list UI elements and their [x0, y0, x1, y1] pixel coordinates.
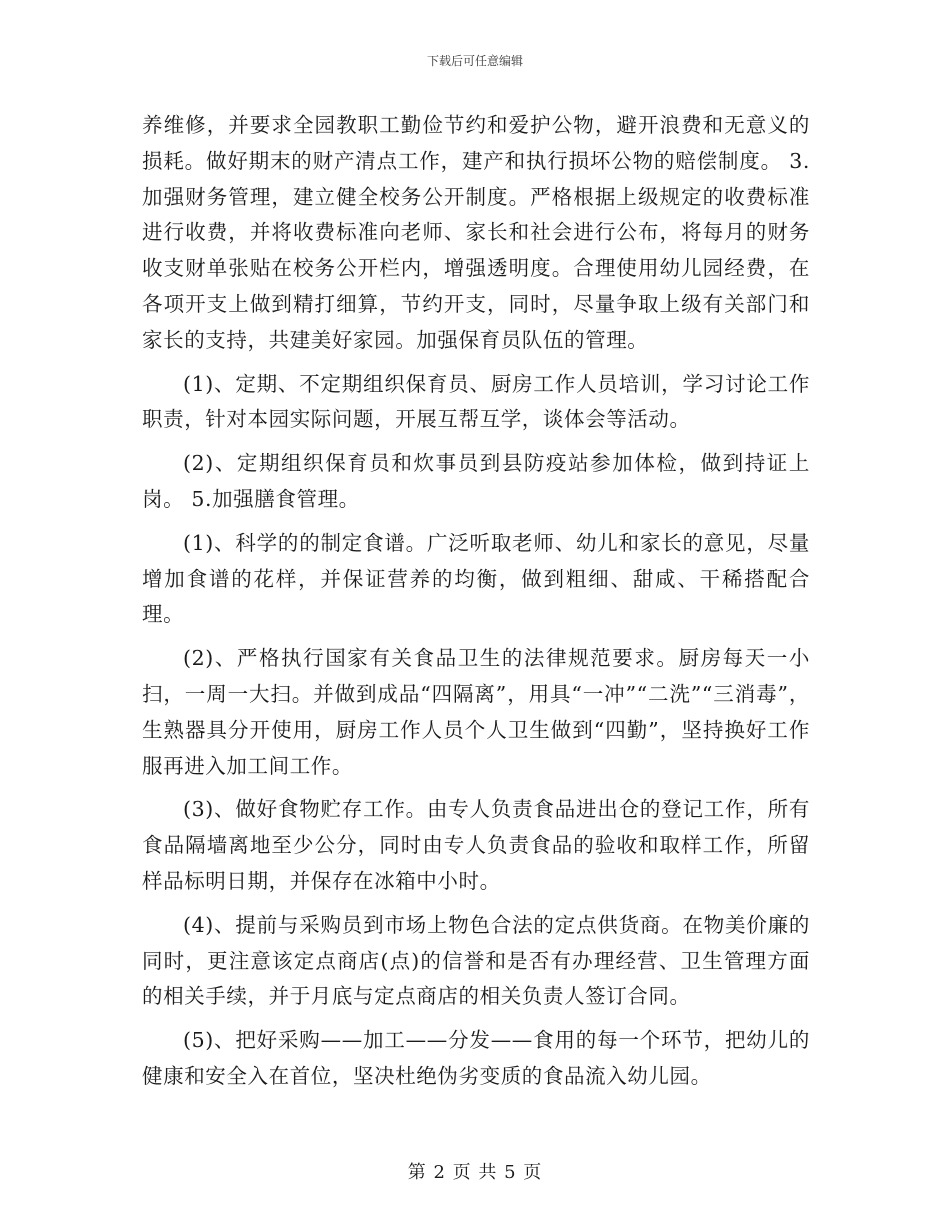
paragraph-item-1-recipe: (1)、科学的的制定食谱。广泛听取老师、幼儿和家长的意见，尽量增加食谱的花样，并保证营养的均衡，做到粗细、甜咸、干稀搭配合理。 [142, 530, 810, 627]
paragraph-item-5-procurement: (5)、把好采购——加工——分发——食用的每一个环节，把幼儿的健康和安全入在首位，坚决杜绝伪劣变质的食品流入幼儿园。 [142, 1028, 810, 1088]
page-header: 下载后可任意编辑 [426, 54, 523, 68]
paragraph-item-1-training: (1)、定期、不定期组织保育员、厨房工作人员培训，学习讨论工作职责，针对本园实际问题，开展互帮互学，谈体会等活动。 [142, 371, 810, 432]
paragraph-continuation: 养维修，并要求全园教职工勤俭节约和爱护公物，避开浪费和无意义的损耗。做好期末的财产清点工作，建产和执行损坏公物的赔偿制度。 3.加强财务管理，建立健全校务公开制度。严格根据上级规定的收费标准进行收费，并将收费标准向老师、家长和社会进行公布，将每月的财务收支财单张贴在校务公开栏内，增强透明度。合理使用幼儿园经费，在各项开支上做到精打细算，节约开支，同时，尽量争取上级有关部门和家长的支持，共建美好家园。加强保育员队伍的管理。 [142, 113, 810, 352]
page-number-footer: 第 2 页 共 5 页 [407, 1162, 543, 1183]
paragraph-item-4-supplier: (4)、提前与采购员到市场上物色合法的定点供货商。在物美价廉的同时，更注意该定点商店(点)的信誉和是否有办理经营、卫生管理方面的相关手续，并于月底与定点商店的相关负责人签订合同。 [142, 912, 810, 1009]
paragraph-item-2-hygiene: (2)、严格执行国家有关食品卫生的法律规范要求。厨房每天一小扫，一周一大扫。并做到成品“四隔离”，用具“一冲”“二洗”“三消毒”，生熟器具分开使用，厨房工作人员个人卫生做到“四勤”，坚持换好工作服再进入加工间工作。 [142, 646, 810, 778]
paragraph-item-2-health-check: (2)、定期组织保育员和炊事员到县防疫站参加体检，做到持证上岗。 5.加强膳食管理。 [142, 451, 810, 511]
document-body [142, 108, 810, 1095]
paragraph-item-3-storage: (3)、做好食物贮存工作。由专人负责食品进出仓的登记工作，所有食品隔墙离地至少公分，同时由专人负责食品的验收和取样工作，所留样品标明日期，并保存在冰箱中小时。 [142, 797, 810, 893]
